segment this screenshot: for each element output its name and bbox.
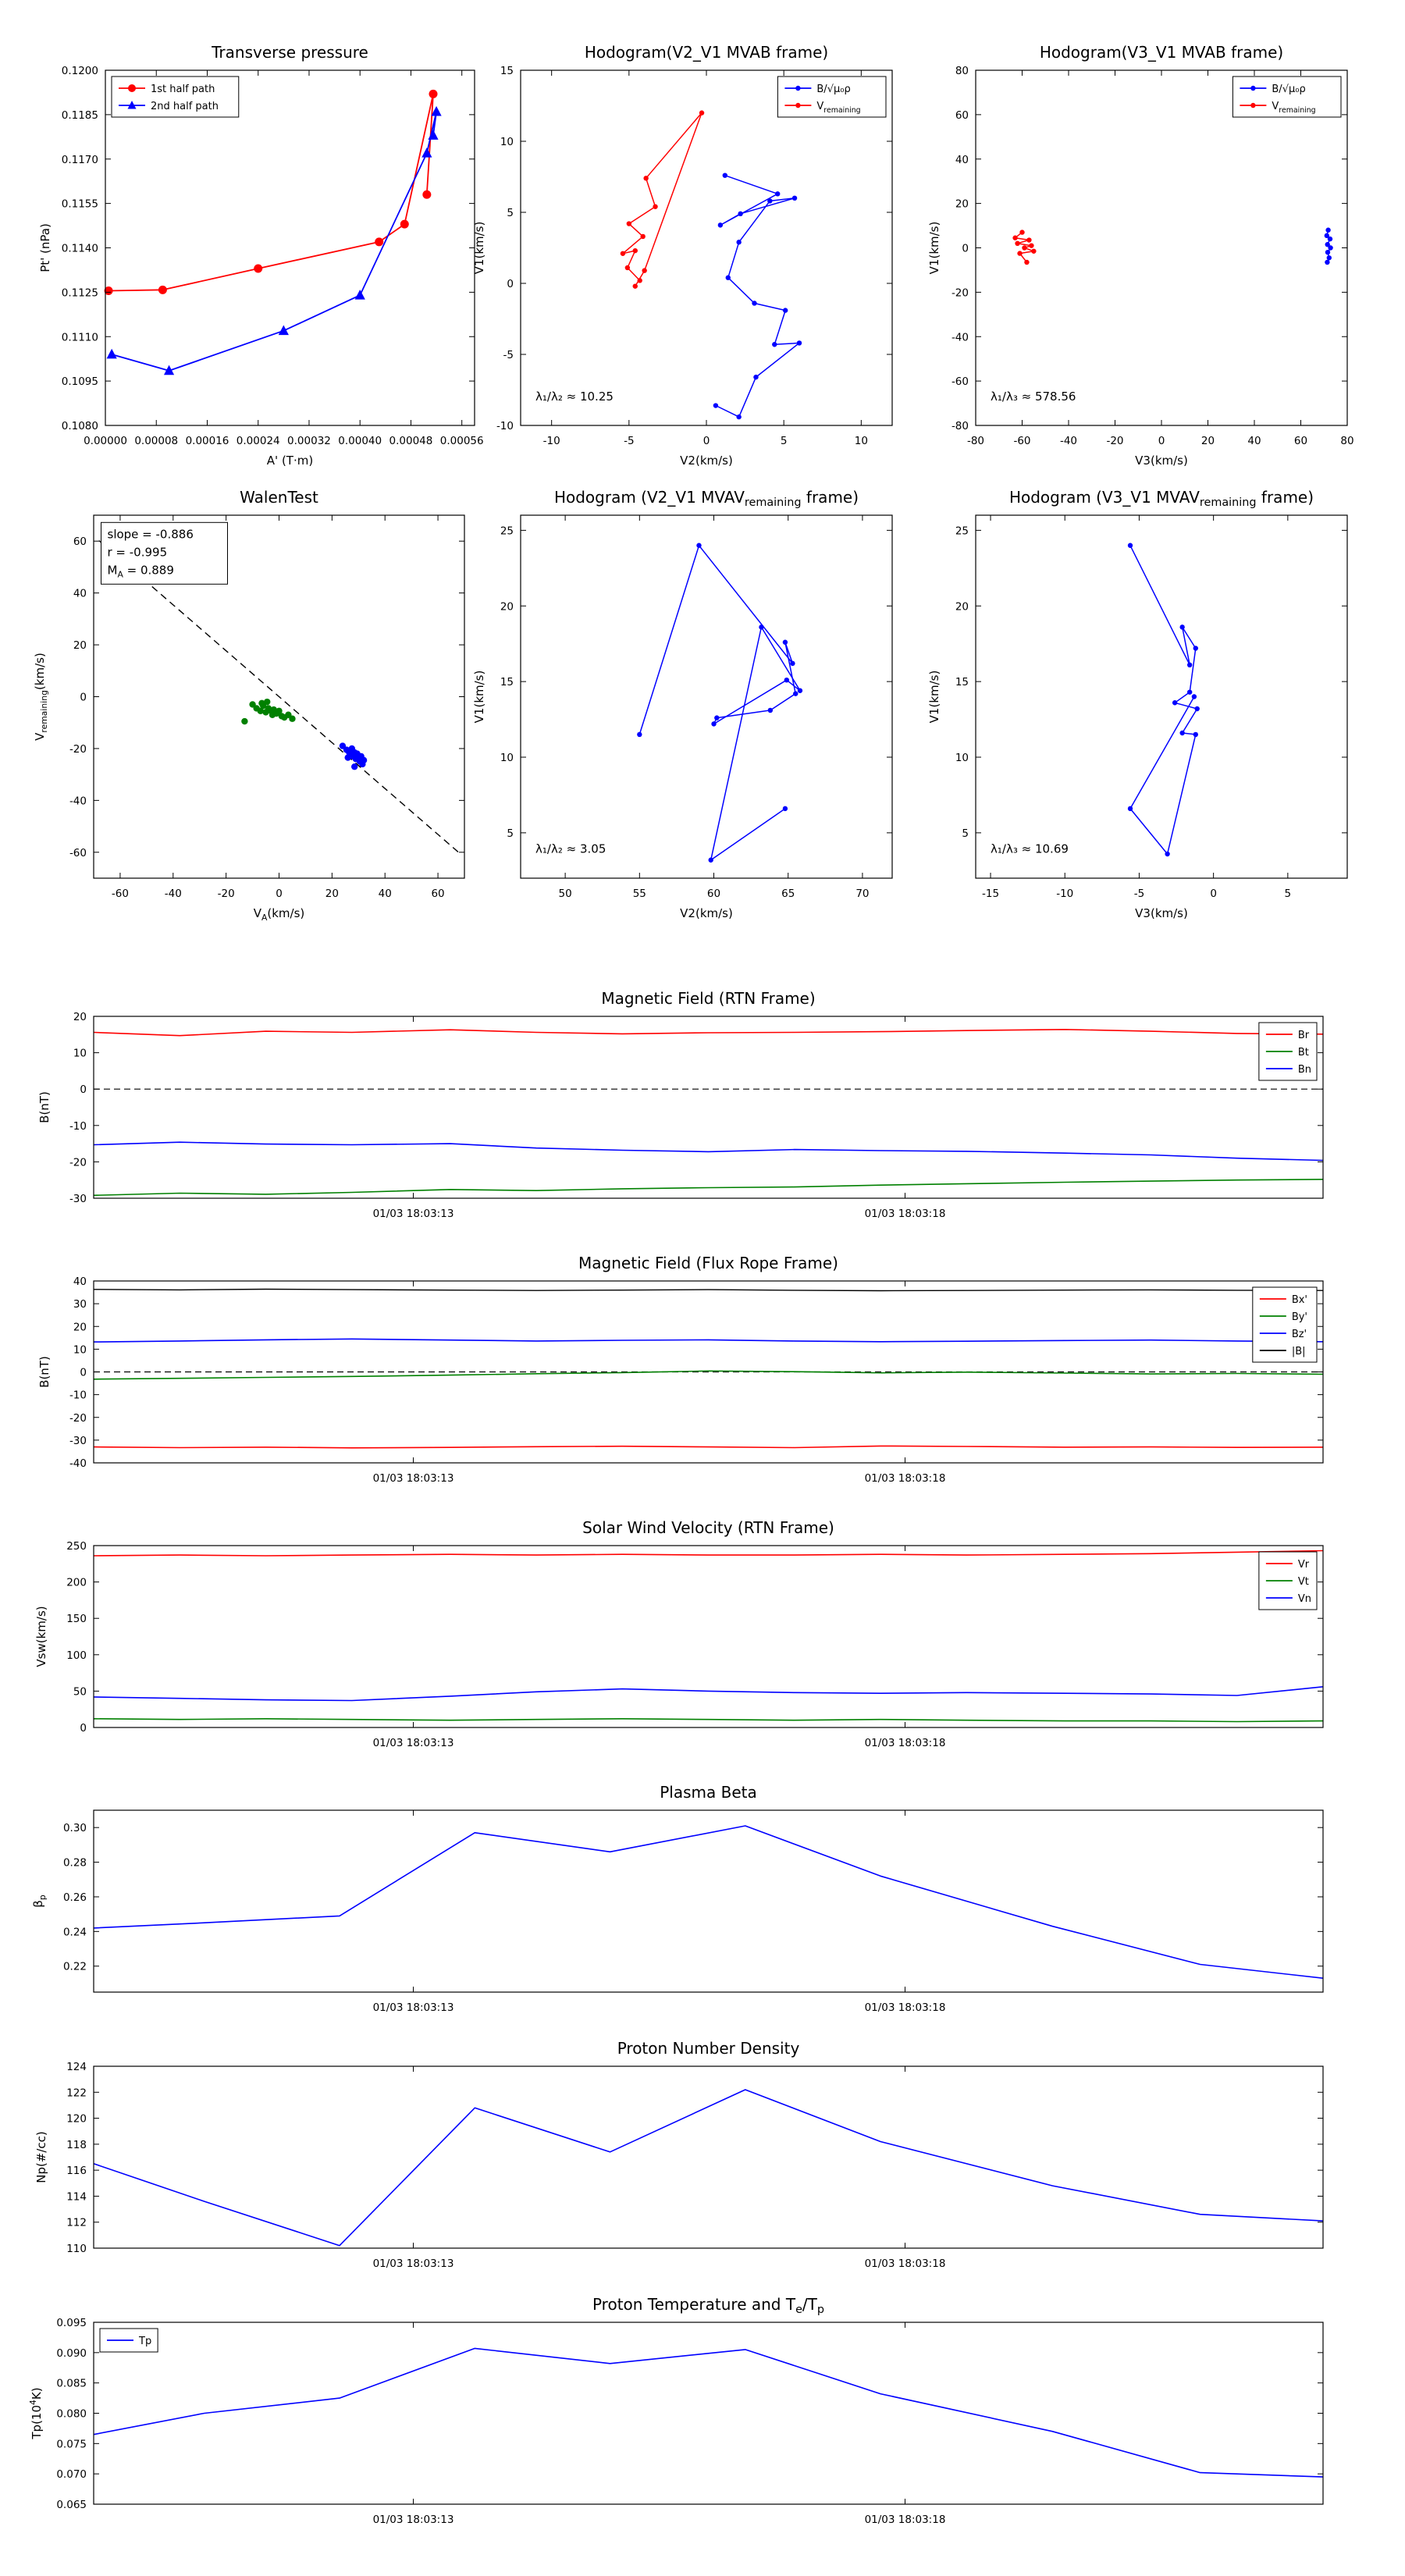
svg-text:116: 116 [66,2165,87,2178]
svg-text:-40: -40 [951,331,969,344]
svg-text:Vn: Vn [1297,1593,1312,1605]
svg-text:-40: -40 [69,1457,87,1470]
svg-text:150: 150 [66,1613,87,1626]
svg-text:50: 50 [73,1685,87,1699]
svg-text:Bz': Bz' [1291,1329,1307,1340]
svg-text:80: 80 [1340,435,1354,447]
svg-text:slope = -0.886: slope = -0.886 [107,527,194,542]
svg-text:01/03 18:03:18: 01/03 18:03:18 [864,1208,946,1220]
svg-text:25: 25 [500,525,514,538]
svg-text:0.1200: 0.1200 [61,65,98,77]
svg-text:0.1080: 0.1080 [61,420,98,432]
svg-text:-80: -80 [966,435,985,447]
svg-text:B/√μ₀ρ: B/√μ₀ρ [816,84,851,95]
svg-text:0.00000: 0.00000 [84,435,127,447]
svg-text:01/03 18:03:18: 01/03 18:03:18 [864,2258,946,2270]
svg-text:MA​ = 0.889: $M_A = 0.889$ [107,563,174,580]
svg-text:0: 0 [507,278,514,290]
svg-text:60: 60 [706,888,721,900]
svg-text:20: 20 [325,888,339,900]
svg-text:0.095: 0.095 [56,2317,87,2329]
svg-text:βp​: $\beta_p$ [31,1895,48,1908]
chart-ts2 [37,1254,1323,1485]
svg-text:0.080: 0.080 [56,2407,87,2421]
svg-text:-10: -10 [69,1389,87,1402]
svg-text:40: 40 [73,1276,87,1288]
svg-text:Vt: Vt [1297,1576,1309,1588]
svg-text:-60: -60 [111,888,129,900]
svg-text:-20: -20 [951,286,969,300]
svg-text:|B|: |B| [1291,1346,1306,1357]
svg-text:Hodogram (V3_V1 MVAVremaining​: Hodogram (V3_V1 $MVAV_{remaining}$ frame) [1008,488,1314,509]
svg-text:VA​(km/s): $V_A(km/s)$ [253,906,305,923]
svg-text:20: 20 [500,600,514,614]
svg-text:30: 30 [73,1298,87,1311]
svg-text:0.1095: 0.1095 [61,375,98,389]
svg-text:-20: -20 [69,742,87,756]
svg-text:Hodogram (V2_V1 MVAVremaining​: Hodogram (V2_V1 $MVAV_{remaining}$ frame) [553,488,859,509]
svg-text:40: 40 [73,587,87,600]
svg-text:Solar Wind Velocity (RTN Frame: Solar Wind Velocity (RTN Frame) [582,1518,834,1537]
svg-text:-30: -30 [69,1193,87,1205]
svg-text:Br: Br [1297,1030,1310,1041]
svg-text:0.30: 0.30 [62,1822,87,1835]
svg-text:Hodogram(V2_V1 MVAB frame): Hodogram(V2_V1 MVAB frame) [584,43,829,62]
svg-text:10: 10 [955,752,969,764]
svg-text:V3(km/s): V3(km/s) [1135,906,1188,920]
svg-text:-40: -40 [69,795,87,808]
svg-text:0.00016: 0.00016 [185,435,229,447]
svg-text:Plasma Beta: Plasma Beta [660,1783,757,1802]
svg-text:0.00040: 0.00040 [338,435,382,447]
svg-text:A' (T·m): A' (T·m) [266,454,314,468]
svg-text:0: 0 [1210,888,1217,900]
svg-text:-60: -60 [1013,435,1031,447]
chart-ts5 [34,2039,1323,2270]
svg-text:Tp(104​K): $Tp(10^4K)$ [28,2387,44,2439]
svg-text:01/03 18:03:13: 01/03 18:03:13 [372,1737,454,1749]
svg-text:10: 10 [500,136,514,148]
svg-text:200: 200 [66,1576,87,1589]
svg-text:0: 0 [276,888,283,900]
svg-text:01/03 18:03:13: 01/03 18:03:13 [372,1472,454,1485]
svg-text:0.1140: 0.1140 [61,242,98,255]
svg-text:50: 50 [558,888,572,900]
svg-text:Vsw(km/s): Vsw(km/s) [34,1606,48,1667]
svg-text:Np(#/cc): Np(#/cc) [34,2131,48,2183]
svg-text:By': By' [1291,1311,1308,1323]
chart-p3 [927,43,1354,468]
svg-text:20: 20 [73,639,87,653]
svg-text:112: 112 [66,2216,87,2229]
svg-text:0.22: 0.22 [62,1960,87,1973]
svg-text:10: 10 [73,1343,87,1357]
svg-text:01/03 18:03:13: 01/03 18:03:13 [372,2258,454,2270]
svg-text:Vremaining​: $V_{remaining}$ [816,101,861,115]
svg-text:122: 122 [66,2087,87,2100]
svg-text:V1(km/s): V1(km/s) [472,670,486,724]
svg-text:0: 0 [80,1722,87,1735]
svg-text:0.00024: 0.00024 [236,435,280,447]
svg-text:01/03 18:03:13: 01/03 18:03:13 [372,1208,454,1220]
svg-text:20: 20 [73,1321,87,1334]
svg-text:120: 120 [66,2112,87,2126]
svg-text:0: 0 [702,435,710,447]
svg-text:0.1170: 0.1170 [61,153,98,166]
svg-text:60: 60 [1293,435,1308,447]
svg-text:10: 10 [73,1047,87,1060]
svg-text:λ₁/λ₂ ≈ 10.25: λ₁/λ₂ ≈ 10.25 [535,390,614,404]
svg-text:01/03 18:03:18: 01/03 18:03:18 [864,1737,946,1749]
svg-text:0.00008: 0.00008 [134,435,179,447]
svg-text:Bt: Bt [1297,1047,1309,1059]
svg-text:V3(km/s): V3(km/s) [1135,454,1188,468]
svg-text:0.1185: 0.1185 [61,109,98,122]
svg-text:Vr: Vr [1297,1559,1310,1571]
svg-text:20: 20 [73,1011,87,1023]
svg-text:124: 124 [66,2061,87,2073]
svg-text:70: 70 [855,888,870,900]
svg-text:-5: -5 [503,349,514,361]
svg-text:0: 0 [80,1083,87,1097]
svg-text:-15: -15 [982,888,1000,900]
chart-ts3 [34,1518,1323,1749]
svg-text:40: 40 [1247,435,1261,447]
svg-text:0.28: 0.28 [62,1856,87,1870]
svg-text:5: 5 [1284,888,1292,900]
svg-text:5: 5 [780,435,788,447]
svg-text:0.1110: 0.1110 [61,331,98,344]
svg-text:Hodogram(V3_V1 MVAB frame): Hodogram(V3_V1 MVAB frame) [1039,43,1284,62]
svg-text:Transverse pressure: Transverse pressure [212,43,368,62]
svg-text:20: 20 [1200,435,1215,447]
svg-text:0.1155: 0.1155 [61,197,98,211]
svg-text:20: 20 [955,197,969,211]
svg-text:15: 15 [500,676,514,689]
svg-text:10: 10 [500,752,514,764]
svg-text:0.1125: 0.1125 [61,286,98,300]
svg-text:100: 100 [66,1649,87,1662]
svg-text:-10: -10 [1056,888,1074,900]
svg-text:15: 15 [955,676,969,689]
svg-text:-40: -40 [1059,435,1078,447]
svg-text:0.075: 0.075 [56,2438,87,2451]
svg-text:10: 10 [854,435,868,447]
svg-text:0.26: 0.26 [62,1891,87,1904]
svg-text:B/√μ₀ρ: B/√μ₀ρ [1272,84,1306,95]
svg-text:5: 5 [507,827,514,840]
svg-text:V2(km/s): V2(km/s) [680,906,733,920]
svg-text:0.24: 0.24 [62,1926,87,1939]
svg-text:-60: -60 [951,375,969,389]
svg-text:118: 118 [66,2138,87,2151]
svg-text:-60: -60 [69,846,87,859]
svg-text:0: 0 [80,691,87,704]
svg-text:0: 0 [80,1366,87,1379]
svg-text:-30: -30 [69,1434,87,1447]
svg-text:-10: -10 [69,1119,87,1133]
svg-text:25: 25 [955,525,969,538]
svg-text:2nd half path: 2nd half path [151,101,219,112]
svg-text:-5: -5 [624,435,635,447]
svg-text:0.00048: 0.00048 [389,435,433,447]
chart-p5 [472,488,892,920]
svg-text:B(nT): B(nT) [37,1356,52,1388]
svg-text:5: 5 [507,207,514,219]
svg-text:0: 0 [1158,435,1165,447]
svg-text:-40: -40 [164,888,182,900]
svg-text:15: 15 [500,65,514,77]
svg-text:0.00056: 0.00056 [439,435,484,447]
svg-text:0.090: 0.090 [56,2347,87,2360]
svg-text:V1(km/s): V1(km/s) [472,221,486,275]
svg-text:-20: -20 [69,1411,87,1425]
svg-text:Vremaining​: $V_{remaining}$ [1272,101,1316,115]
svg-text:0: 0 [962,242,969,255]
svg-text:B(nT): B(nT) [37,1091,52,1123]
svg-text:Proton Temperature and Te​/Tp​: Proton Temperature and $T_e/T_p$ [592,2295,825,2316]
svg-text:Tp: Tp [139,2336,152,2347]
svg-text:60: 60 [431,888,445,900]
svg-text:01/03 18:03:18: 01/03 18:03:18 [864,1472,946,1485]
svg-text:Pt' (nPa): Pt' (nPa) [38,223,52,272]
svg-text:λ₁/λ₃ ≈ 578.56: λ₁/λ₃ ≈ 578.56 [991,390,1076,404]
svg-text:0.00032: 0.00032 [287,435,331,447]
chart-p4 [33,488,464,923]
svg-text:1st half path: 1st half path [151,84,215,95]
chart-ts4 [31,1783,1323,2014]
svg-text:-80: -80 [951,420,969,432]
svg-text:65: 65 [781,888,795,900]
svg-text:01/03 18:03:18: 01/03 18:03:18 [864,2001,946,2014]
svg-text:80: 80 [955,65,969,77]
svg-text:-20: -20 [69,1156,87,1169]
svg-text:r = -0.995: r = -0.995 [107,545,168,560]
chart-ts6 [28,2295,1323,2526]
svg-text:20: 20 [955,600,969,614]
svg-text:0.085: 0.085 [56,2377,87,2390]
svg-text:V2(km/s): V2(km/s) [680,454,733,468]
svg-text:60: 60 [73,535,87,549]
svg-text:01/03 18:03:18: 01/03 18:03:18 [864,2514,946,2526]
svg-text:-20: -20 [1106,435,1124,447]
svg-text:40: 40 [955,153,969,166]
svg-text:01/03 18:03:13: 01/03 18:03:13 [372,2514,454,2526]
svg-text:-10: -10 [496,420,514,432]
chart-ts1 [37,989,1323,1220]
svg-text:0.070: 0.070 [56,2468,87,2482]
svg-text:Magnetic Field (RTN Frame): Magnetic Field (RTN Frame) [601,989,816,1008]
svg-text:5: 5 [962,827,969,840]
svg-text:40: 40 [378,888,392,900]
svg-text:V1(km/s): V1(km/s) [927,221,941,275]
svg-text:Bn: Bn [1297,1064,1312,1076]
chart-p2 [472,43,892,468]
svg-text:110: 110 [66,2243,87,2255]
svg-text:0.065: 0.065 [56,2499,87,2511]
svg-text:-20: -20 [217,888,235,900]
svg-text:-5: -5 [1133,888,1145,900]
svg-text:250: 250 [66,1540,87,1553]
svg-text:-10: -10 [542,435,560,447]
svg-text:Magnetic Field (Flux Rope Fram: Magnetic Field (Flux Rope Frame) [578,1254,838,1272]
svg-text:λ₁/λ₂ ≈ 3.05: λ₁/λ₂ ≈ 3.05 [535,841,606,856]
svg-text:Vremaining​(km/s): $V_{remaining}(km/s)$ [33,653,49,741]
svg-text:Bx': Bx' [1291,1294,1308,1306]
svg-text:Proton Number Density: Proton Number Density [617,2039,800,2058]
svg-text:60: 60 [955,109,969,122]
svg-text:V1(km/s): V1(km/s) [927,670,941,724]
chart-p6 [927,488,1347,920]
svg-text:55: 55 [632,888,646,900]
svg-text:01/03 18:03:13: 01/03 18:03:13 [372,2001,454,2014]
svg-text:114: 114 [66,2190,87,2204]
svg-text:λ₁/λ₃ ≈ 10.69: λ₁/λ₃ ≈ 10.69 [991,841,1069,856]
svg-text:WalenTest: WalenTest [240,488,318,507]
chart-p1 [38,43,484,468]
